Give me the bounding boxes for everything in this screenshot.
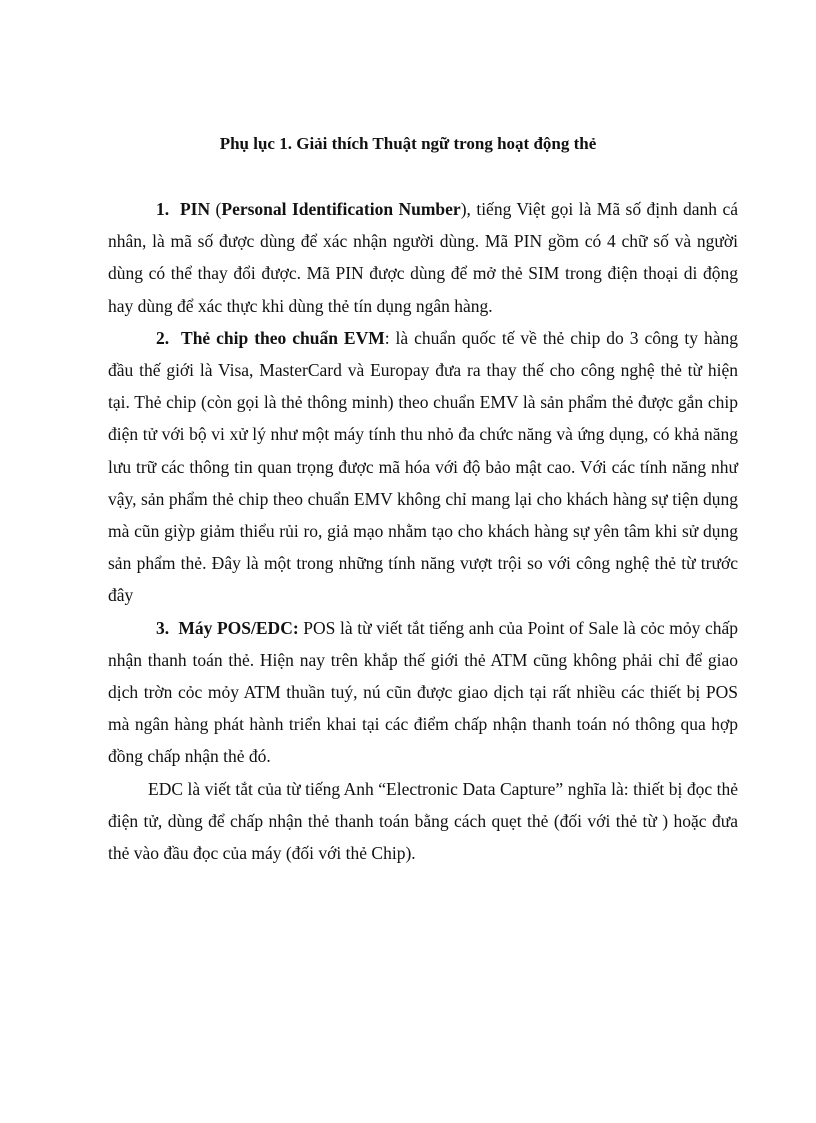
list-item-pin xyxy=(108,193,738,322)
term-pin: PIN xyxy=(179,199,211,219)
definition-text: POS là từ viết tắt tiếng anh của Point of Sale là cỏc mỏy chấp nhận thanh toán thẻ. Hiện nay trên khắp thế giới thẻ ATM cũng không phải chỉ để giao dịch trờn cỏc mỏy ATM thuần tuý, nú cũn được giao dịch tại rất nhiều các thiết bị POS mà ngân hàng phát hành triển khai tại các điểm chấp nhận thanh toán nó thông qua hợp đồng chấp nhận thẻ đó. xyxy=(108,617,738,767)
item-number: 1. xyxy=(156,199,170,219)
item-number: 3. xyxy=(156,617,170,638)
edc-paragraph-text: EDC là viết tắt của từ tiếng Anh “Electronic Data Capture” nghĩa là: thiết bị đọc thẻ điện tử, dùng để chấp nhận thẻ thanh toán bằng cách quẹt thẻ (đối với thẻ từ ) hoặc đưa thẻ vào đầu đọc của máy (đối với thẻ Chip). xyxy=(108,778,738,864)
edc-paragraph xyxy=(108,773,738,870)
term-chip-card: Thẻ chip theo chuẩn EVM xyxy=(181,327,385,348)
definition-text: : là chuẩn quốc tế về thẻ chip do 3 công ty hàng đầu thế giới là Visa, MasterCard và Europay đưa ra thay thế cho công nghệ thẻ từ hiện tại. Thẻ chip (còn gọi là thẻ thông minh) theo chuẩn EMV là sản phẩm thẻ được gắn chip điện tử với bộ vi xử lý như một máy tính thu nhỏ đa chức năng và ứng dụng, có khả năng lưu trữ các thông tin quan trọng được mã hóa với độ bảo mật cao. Với các tính năng như vậy, sản phẩm thẻ chip theo chuẩn EMV không chỉ mang lại cho khách hàng sự tiện dụng mà cũn giỳp giảm thiểu rủi ro, giả mạo nhằm tạo cho khách hàng sự yên tâm khi sử dụng sản phẩm thẻ. Đây là một trong những tính năng vượt trội so với công nghệ thẻ từ trước đây xyxy=(108,327,738,606)
list-item-pos-edc xyxy=(108,612,738,773)
term-pos-edc: Máy POS/EDC: xyxy=(178,617,299,638)
definition-text: ), tiếng Việt gọi là Mã số định danh cá nhân, là mã số được dùng để xác nhận người dùng. Mã PIN gồm có 4 chữ số và người dùng có thể thay đổi được. Mã PIN được dùng để mở thẻ SIM trong điện thoại di động hay dùng để xác thực khi dùng thẻ tín dụng ngân hàng. xyxy=(108,199,739,316)
list-item-chip-card xyxy=(108,322,738,612)
body-content xyxy=(108,193,738,869)
item-number: 2. xyxy=(156,327,170,348)
open-paren: ( xyxy=(210,199,222,219)
page-title: Phụ lục 1. Giải thích Thuật ngữ trong hoạt động thẻ xyxy=(219,134,597,153)
term-pin-expansion: Personal Identification Number xyxy=(221,199,461,219)
